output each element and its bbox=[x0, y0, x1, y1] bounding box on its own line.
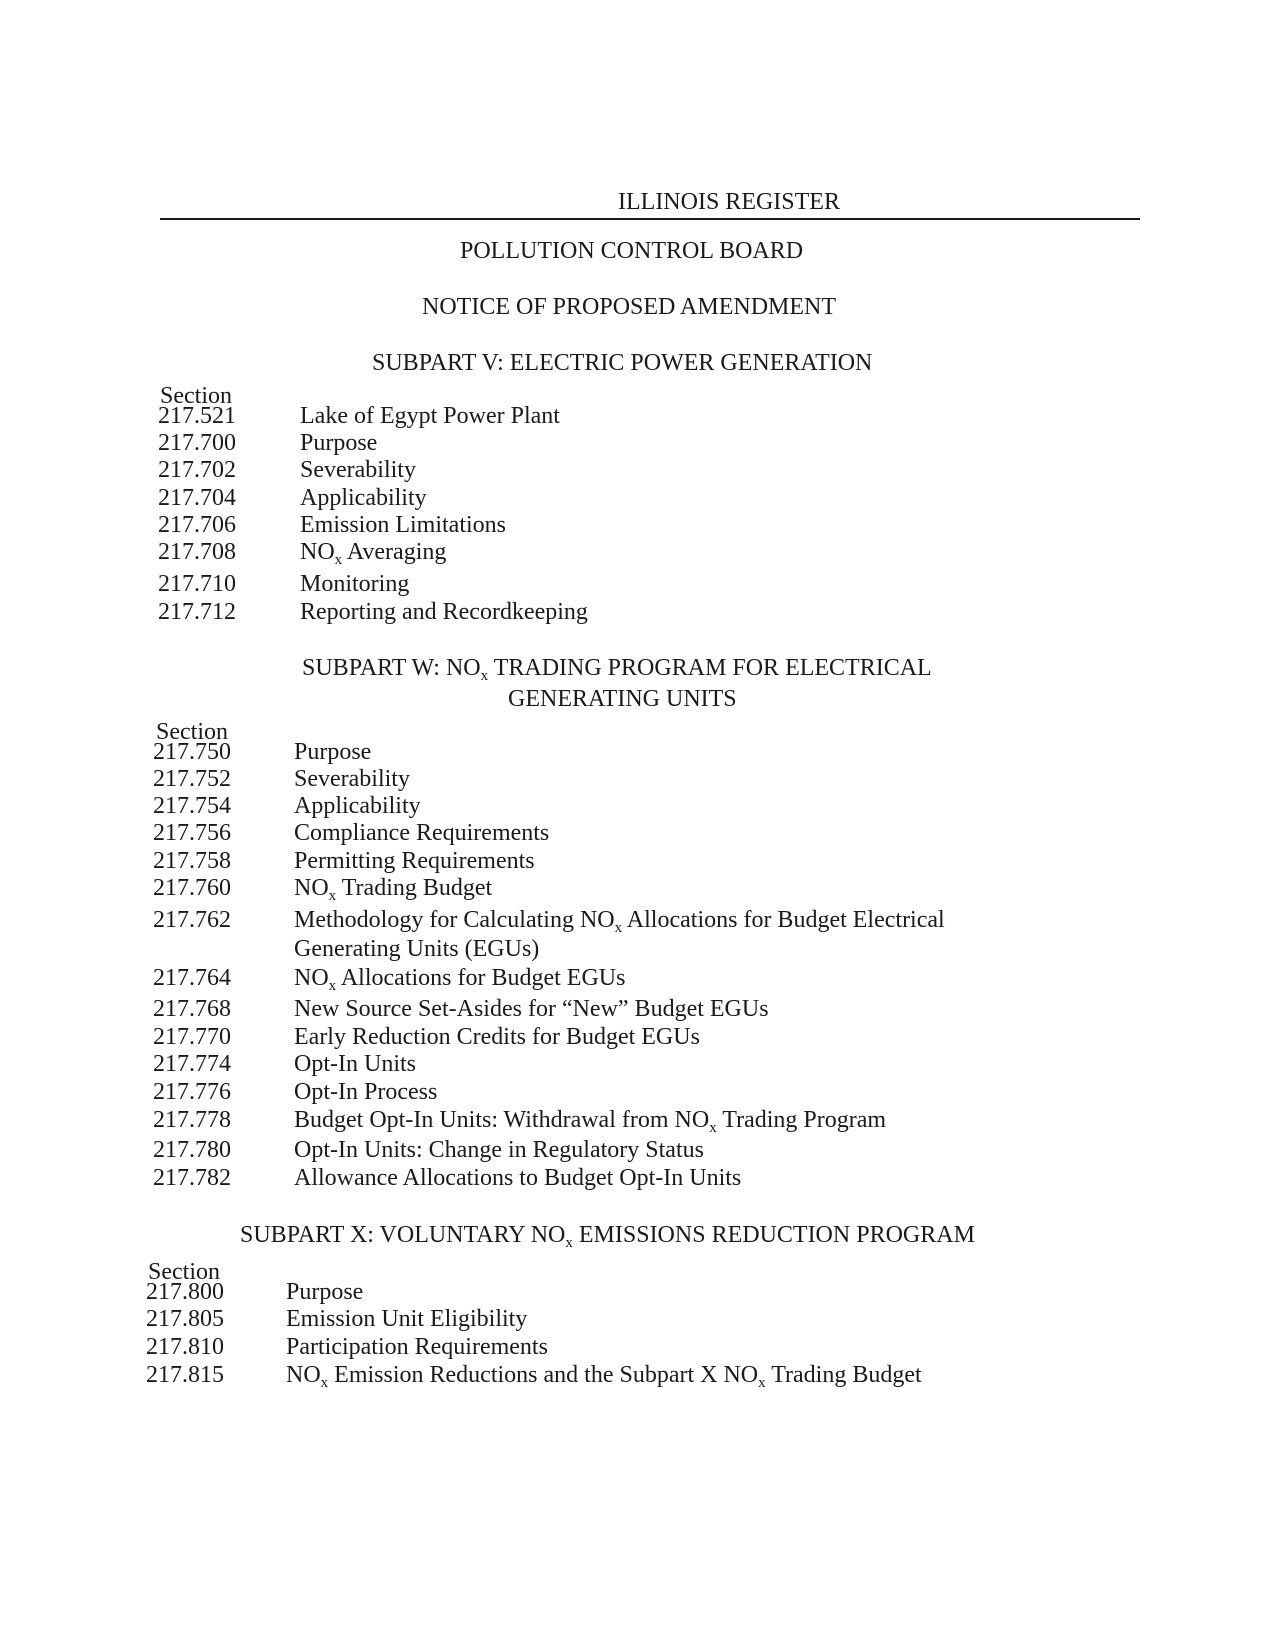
text-segment: Purpose bbox=[294, 739, 372, 765]
section-title bbox=[300, 430, 377, 457]
subscript-text: x bbox=[565, 1235, 573, 1251]
section-title bbox=[294, 1165, 741, 1192]
section-number: 217.805 bbox=[146, 1306, 224, 1332]
text-segment: TRADING PROGRAM FOR ELECTRICAL bbox=[488, 655, 932, 681]
section-number: 217.702 bbox=[158, 457, 236, 483]
subscript-text: x bbox=[328, 978, 337, 994]
section-number: 217.710 bbox=[158, 571, 236, 597]
publication-title: ILLINOIS REGISTER bbox=[618, 189, 840, 215]
section-title bbox=[286, 1306, 527, 1333]
header-rule bbox=[160, 218, 1140, 220]
text-segment: Allocations for Budget Electrical bbox=[622, 907, 945, 933]
section-number: 217.778 bbox=[153, 1107, 231, 1133]
text-segment: Severability bbox=[300, 457, 416, 483]
text-segment: Compliance Requirements bbox=[294, 820, 550, 846]
section-title bbox=[300, 599, 588, 626]
text-segment: Averaging bbox=[342, 539, 447, 565]
text-segment: Trading Budget bbox=[765, 1362, 922, 1388]
text-segment: Allocations for Budget EGUs bbox=[336, 965, 626, 991]
section-number: 217.750 bbox=[153, 739, 231, 765]
section-title bbox=[294, 766, 410, 793]
text-segment: Emission Unit Eligibility bbox=[286, 1306, 528, 1332]
text-segment: EMISSIONS REDUCTION PROGRAM bbox=[572, 1222, 975, 1248]
section-number: 217.700 bbox=[158, 430, 236, 456]
text-segment: NO bbox=[286, 1362, 321, 1388]
section-title bbox=[300, 512, 506, 539]
section-number: 217.708 bbox=[158, 539, 236, 565]
text-segment: Emission Reductions and the Subpart X NO bbox=[328, 1362, 759, 1388]
subpart-x-heading bbox=[240, 1220, 975, 1250]
section-number: 217.780 bbox=[153, 1137, 231, 1163]
section-label: Section bbox=[156, 719, 228, 745]
text-segment: Purpose bbox=[300, 430, 378, 456]
section-title bbox=[294, 739, 371, 766]
section-number: 217.754 bbox=[153, 793, 231, 819]
section-number: 217.782 bbox=[153, 1165, 231, 1191]
text-segment: SUBPART X: VOLUNTARY NO bbox=[240, 1222, 566, 1248]
text-segment: Purpose bbox=[286, 1279, 364, 1305]
text-segment: Trading Budget bbox=[336, 875, 493, 901]
text-segment: Permitting Requirements bbox=[294, 848, 535, 874]
section-title bbox=[294, 965, 625, 992]
section-number: 217.770 bbox=[153, 1024, 231, 1050]
section-title bbox=[294, 907, 945, 963]
section-number: 217.768 bbox=[153, 996, 231, 1022]
section-number: 217.752 bbox=[153, 766, 231, 792]
text-segment: Monitoring bbox=[300, 571, 410, 597]
section-number: 217.704 bbox=[158, 485, 236, 511]
text-segment: Lake of Egypt Power Plant bbox=[300, 403, 560, 429]
section-title bbox=[300, 571, 409, 598]
text-segment: Applicability bbox=[300, 485, 427, 511]
section-title bbox=[294, 1079, 437, 1106]
section-title bbox=[286, 1279, 363, 1306]
text-segment: Applicability bbox=[294, 793, 421, 819]
text-segment: SUBPART W: NO bbox=[302, 655, 481, 681]
section-number: 217.764 bbox=[153, 965, 231, 991]
section-title-continuation: Generating Units (EGUs) bbox=[294, 936, 540, 962]
section-label: Section bbox=[148, 1259, 220, 1285]
text-segment: Opt-In Process bbox=[294, 1079, 438, 1105]
section-number: 217.800 bbox=[146, 1279, 224, 1305]
notice-title: NOTICE OF PROPOSED AMENDMENT bbox=[422, 294, 837, 320]
subpart-w-heading bbox=[302, 653, 932, 683]
text-segment: Opt-In Units bbox=[294, 1051, 416, 1077]
text-segment: Early Reduction Credits for Budget EGUs bbox=[294, 1024, 700, 1050]
section-title bbox=[294, 848, 535, 875]
subscript-text: x bbox=[480, 668, 489, 684]
section-title bbox=[286, 1334, 548, 1361]
section-number: 217.815 bbox=[146, 1362, 224, 1388]
section-number: 217.774 bbox=[153, 1051, 231, 1077]
text-segment: NO bbox=[300, 539, 335, 565]
section-title bbox=[294, 875, 492, 902]
section-number: 217.760 bbox=[153, 875, 231, 901]
section-title bbox=[294, 996, 769, 1023]
text-segment: Participation Requirements bbox=[286, 1334, 548, 1360]
text-segment: Allowance Allocations to Budget Opt-In Units bbox=[294, 1165, 742, 1191]
section-title bbox=[294, 1107, 886, 1134]
section-number: 217.706 bbox=[158, 512, 236, 538]
text-segment: NO bbox=[294, 875, 329, 901]
section-title bbox=[286, 1362, 922, 1389]
text-segment: Trading Program bbox=[716, 1107, 887, 1133]
text-segment: Methodology for Calculating NO bbox=[294, 907, 615, 933]
section-title bbox=[294, 1051, 416, 1078]
text-segment: Budget Opt-In Units: Withdrawal from NO bbox=[294, 1107, 710, 1133]
text-segment: Reporting and Recordkeeping bbox=[300, 599, 588, 625]
subpart-w-heading-line2: GENERATING UNITS bbox=[508, 686, 737, 712]
subscript-text: x bbox=[709, 1120, 717, 1136]
section-title bbox=[300, 403, 560, 430]
text-segment: SUBPART V: ELECTRIC POWER GENERATION bbox=[372, 350, 873, 376]
section-number: 217.762 bbox=[153, 907, 231, 933]
section-number: 217.521 bbox=[158, 403, 236, 429]
section-number: 217.810 bbox=[146, 1334, 224, 1360]
subscript-text: x bbox=[614, 920, 623, 936]
section-label: Section bbox=[160, 383, 232, 409]
text-segment: NO bbox=[294, 965, 329, 991]
section-title bbox=[294, 1137, 704, 1164]
section-number: 217.776 bbox=[153, 1079, 231, 1105]
subscript-text: x bbox=[328, 888, 337, 904]
subscript-text: x bbox=[320, 1375, 329, 1391]
section-number: 217.758 bbox=[153, 848, 231, 874]
text-segment: Opt-In Units: Change in Regulatory Status bbox=[294, 1137, 704, 1163]
agency-name: POLLUTION CONTROL BOARD bbox=[460, 238, 804, 264]
subscript-text: x bbox=[334, 552, 343, 568]
subpart-v-heading bbox=[372, 348, 872, 378]
section-number: 217.756 bbox=[153, 820, 231, 846]
section-title bbox=[294, 793, 421, 820]
subscript-text: x bbox=[758, 1375, 766, 1391]
section-title bbox=[300, 485, 427, 512]
section-title bbox=[294, 820, 549, 847]
section-title bbox=[300, 539, 446, 566]
text-segment: New Source Set-Asides for “New” Budget EGUs bbox=[294, 996, 769, 1022]
section-title bbox=[294, 1024, 700, 1051]
section-number: 217.712 bbox=[158, 599, 236, 625]
text-segment: Severability bbox=[294, 766, 410, 792]
text-segment: Emission Limitations bbox=[300, 512, 507, 538]
section-title bbox=[300, 457, 416, 484]
